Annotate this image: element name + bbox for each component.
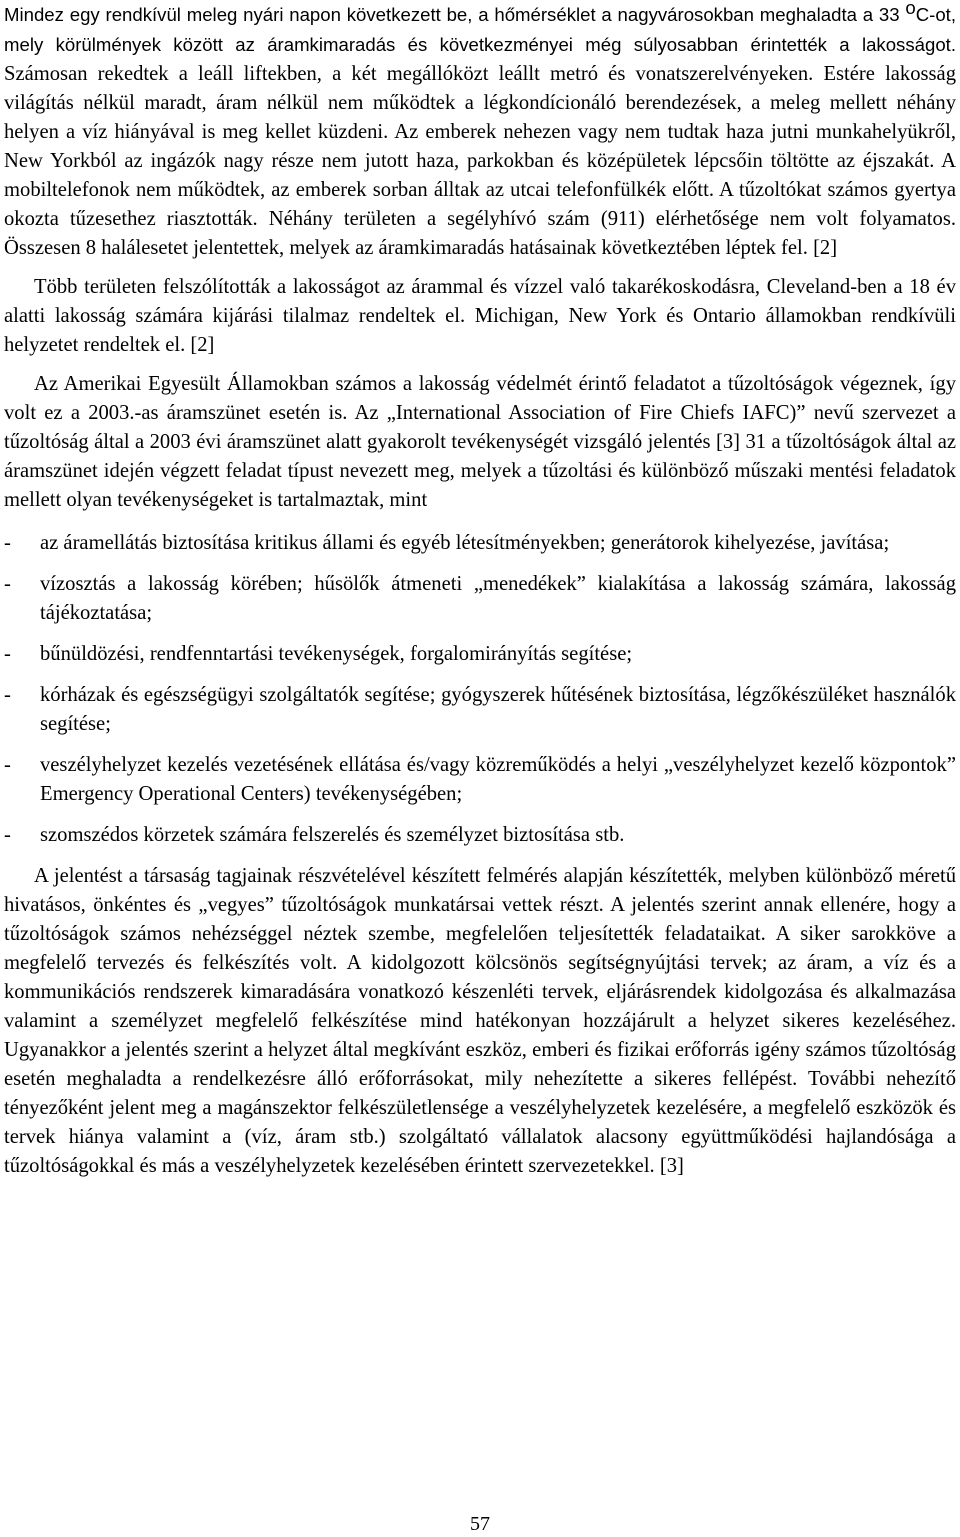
list-item-text: kórházak és egészségügyi szolgáltatók segítése; gyógyszerek hűtésének biztosítása, légzőkészüléket használók segítése; (40, 684, 956, 735)
list-item-text: szomszédos körzetek számára felszerelés és személyzet biztosítása stb. (40, 824, 625, 846)
paragraph-text: C-ot, mely körülmények között az áramkimaradás és következményei még súlyosabban érintették a lakosságot. (4, 4, 956, 55)
paragraph-report-summary: A jelentést a társaság tagjainak részvételével készített felmérés alapján készítették, melyben különböző méretű hivatásos, önkéntes és „vegyes” tűzoltóságok munkatársai vettek részt. A jelentés szerint annak ellenére, hogy a tűzoltóságok számos nehézséggel néztek szembe, megfelelően teljesítették feladataikat. A siker sarokköve a megfelelő tervezés és felkészítés volt. A kidolgozott kölcsönös segítségnyújtási tervek; az áram, a víz és a kommunikációs rendszerek kimaradására vonatkozó készenléti tervek, eljárásrendek kidolgozása és alkalmazása valamint a személyzet megfelelő felkészítése mind hatékonyan hozzájárult a helyzet sikeres kezeléséhez. Ugyanakkor a jelentés szerint a helyzet által megkívánt eszköz, emberi és fizikai erőforrás igény számos tűzoltóság esetén meghaladta a rendelkezésre álló erőforrásokat, mily nehezítette a sikeres fellépést. További nehezítő tényezőként jelent meg a magánszektor felkészületlensége a veszélyhelyzetek kezelésére, a megfelelő eszközök és tervek hiánya valamint a (víz, áram stb.) szolgáltató vállalatok alacsony együttműködési hajlandósága a tűzoltóságokkal és más a veszélyhelyzetek kezelésében érintett szervezetekkel. [3] (4, 865, 956, 1177)
task-list (4, 529, 956, 850)
page-number: 57 (470, 1513, 490, 1535)
list-item-text: vízosztás a lakosság körében; hűsölők átmeneti „menedékek” kialakítása a lakosság számára, lakosság tájékoztatása; (40, 573, 956, 624)
list-dash: - (4, 643, 11, 665)
paragraph-text: Számosan rekedtek a leáll liftekben, a két megállóközt leállt metró és vonatszerelvényeken. Estére lakosság világítás nélkül maradt, áram nélkül nem működtek a légkondícionáló berendezések, a meleg mellett néhány helyen a víz hiányával is meg kellet küzdeni. Az emberek nehezen vagy nem tudtak haza jutni munkahelyükről, New Yorkból az ingázók nagy része nem jutott haza, parkokban és középületek lépcsőin töltötte az éjszakát. A mobiltelefonok nem működtek, az emberek sorban álltak az utcai telefonfülkék előtt. A tűzoltókat számos gyertya okozta tűzesethez riasztották. Néhány területen a segélyhívó szám (911) elérhetősége nem volt folyamatos. Összesen 8 halálesetet jelentettek, melyek az áramkimaradás hatásainak következtében léptek fel. [2] (4, 63, 956, 259)
list-item (4, 681, 956, 739)
list-dash: - (4, 754, 11, 776)
list-item (4, 529, 956, 558)
paragraph-blackout-effects (4, 0, 956, 263)
list-item (4, 751, 956, 809)
paragraph-fire-department-tasks: Az Amerikai Egyesült Államokban számos a lakosság védelmét érintő feladatot a tűzoltóságok végeznek, így volt ez a 2003.-as áramszünet esetén is. Az „International Association of Fire Chiefs IAFC)” nevű szervezet a tűzoltóság által a 2003 évi áramszünet alatt gyakorolt tevékenységét vizsgáló jelentés [3] 31 a tűzoltóságok által az áramszünet idején végzett feladat típust nevezett meg, melyek a tűzoltási és különböző műszaki mentési feladatok mellett olyan tevékenységeket is tartalmaztak, mint (4, 373, 956, 511)
document-page (4, 0, 956, 1181)
list-dash: - (4, 573, 11, 595)
paragraph-savings-measures: Több területen felszólították a lakosságot az árammal és vízzel való takarékoskodásra, Cleveland-ben a 18 év alatti lakosság számára kijárási tilalmaz rendeltek el. Michigan, New York és Ontario államokban rendkívüli helyzetet rendeltek el. [2] (4, 276, 956, 356)
degree-superscript: o (905, 0, 916, 18)
list-dash: - (4, 684, 11, 706)
list-item-text: bűnüldözési, rendfenntartási tevékenységek, forgalomirányítás segítése; (40, 643, 633, 665)
list-item (4, 640, 956, 669)
list-item-text: veszélyhelyzet kezelés vezetésének ellátása és/vagy közreműködés a helyi „veszélyhelyzet kezelő központok” Emergency Operational Centers) tevékenységében; (40, 754, 956, 805)
list-item (4, 821, 956, 850)
paragraph-text: Mindez egy rendkívül meleg nyári napon következett be, a hőmérséklet a nagyvárosokban meghaladta a 33 (4, 4, 906, 25)
list-item-text: az áramellátás biztosítása kritikus állami és egyéb létesítményekben; generátorok kihelyezése, javítása; (40, 532, 890, 554)
list-dash: - (4, 824, 11, 846)
list-item (4, 570, 956, 628)
list-dash: - (4, 532, 11, 554)
